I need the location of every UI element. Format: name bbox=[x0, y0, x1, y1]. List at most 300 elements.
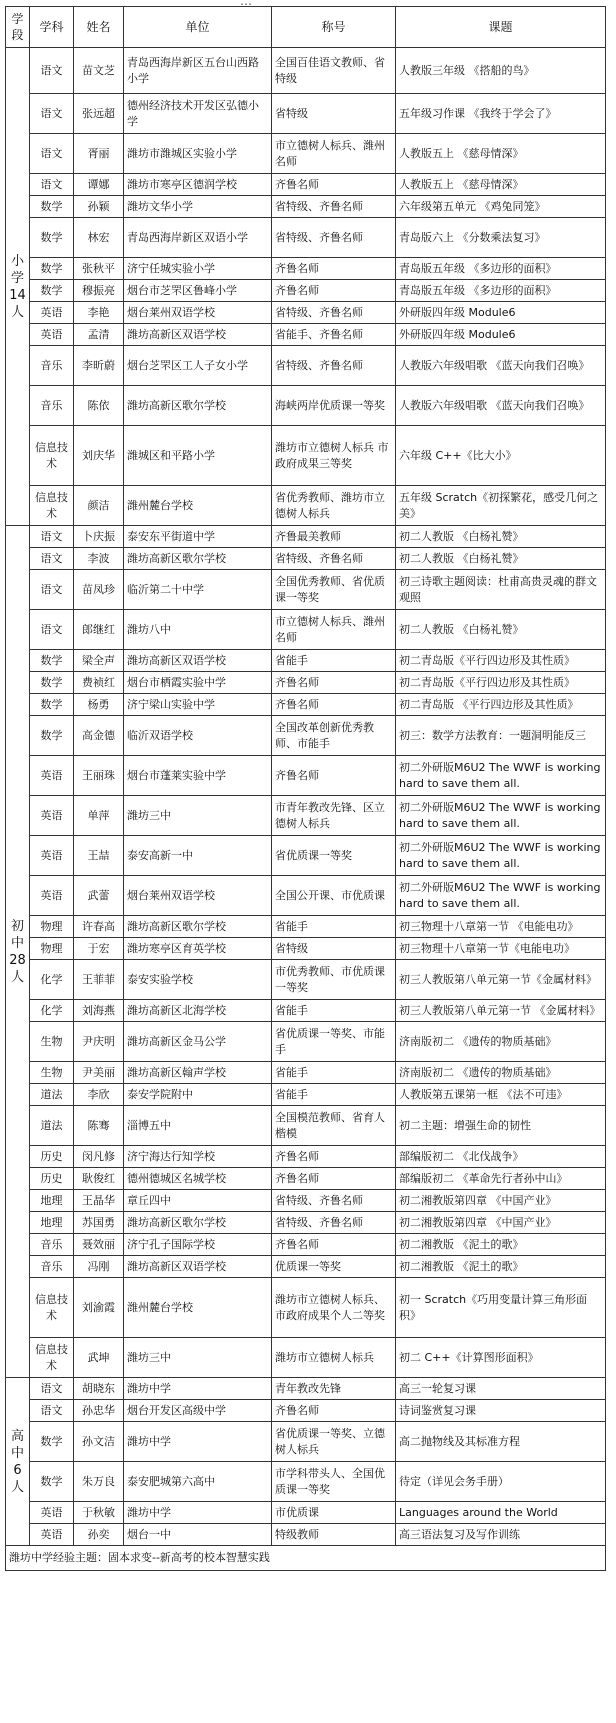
header-topic: 课题 bbox=[396, 7, 606, 48]
topic-cell: 初三物理十八章第一节 《电能电功》 bbox=[396, 916, 606, 938]
unit-cell: 烟台莱州双语学校 bbox=[124, 876, 272, 916]
topic-cell: 初二外研版M6U2 The WWF is working hard to save them all. bbox=[396, 796, 606, 836]
unit-cell: 泰安学院附中 bbox=[124, 1084, 272, 1106]
honor-cell: 青年教改先锋 bbox=[272, 1378, 396, 1400]
table-row bbox=[6, 1256, 606, 1278]
honor-cell: 省能手 bbox=[272, 1084, 396, 1106]
topic-cell: 人教版三年级 《搭船的鸟》 bbox=[396, 48, 606, 94]
table-row bbox=[6, 650, 606, 672]
topic-cell: 初二湘教版 《泥土的歌》 bbox=[396, 1256, 606, 1278]
table-row bbox=[6, 1146, 606, 1168]
name-cell: 王晶华 bbox=[74, 1190, 124, 1212]
unit-cell: 济宁梁山实验中学 bbox=[124, 694, 272, 716]
name-cell: 高金德 bbox=[74, 716, 124, 756]
unit-cell: 潍坊市潍城区实验小学 bbox=[124, 134, 272, 174]
unit-cell: 潍坊高新区双语学校 bbox=[124, 1256, 272, 1278]
honor-cell: 省特级 bbox=[272, 938, 396, 960]
name-cell: 尹美丽 bbox=[74, 1062, 124, 1084]
table-row bbox=[6, 1462, 606, 1502]
topic-cell: 五年级 Scratch《初探繁花，感受几何之美》 bbox=[396, 486, 606, 526]
lecture-schedule-table bbox=[5, 6, 606, 1571]
name-cell: 苗凤珍 bbox=[74, 570, 124, 610]
table-header-row bbox=[6, 7, 606, 48]
unit-cell: 潍州麓台学校 bbox=[124, 1278, 272, 1338]
table-body bbox=[6, 48, 606, 1546]
honor-cell: 潍坊市立德树人标兵、市政府成果个人二等奖 bbox=[272, 1278, 396, 1338]
subject-cell: 地理 bbox=[30, 1212, 74, 1234]
subject-cell: 语文 bbox=[30, 1400, 74, 1422]
topic-cell: 人教版五上 《慈母情深》 bbox=[396, 174, 606, 196]
unit-cell: 潍城区和平路小学 bbox=[124, 426, 272, 486]
name-cell: 王喆 bbox=[74, 836, 124, 876]
honor-cell: 省能手 bbox=[272, 1000, 396, 1022]
subject-cell: 音乐 bbox=[30, 1234, 74, 1256]
table-row bbox=[6, 386, 606, 426]
unit-cell: 泰安实验学校 bbox=[124, 960, 272, 1000]
honor-cell: 省特级、齐鲁名师 bbox=[272, 548, 396, 570]
unit-cell: 潍坊高新区歌尔学校 bbox=[124, 548, 272, 570]
topic-cell: 人教版第五课第一框 《法不可违》 bbox=[396, 1084, 606, 1106]
subject-cell: 数学 bbox=[30, 1462, 74, 1502]
honor-cell: 市优秀教师、市优质课一等奖 bbox=[272, 960, 396, 1000]
topic-cell: 初二湘教版第四章 《中国产业》 bbox=[396, 1190, 606, 1212]
name-cell: 朱万良 bbox=[74, 1462, 124, 1502]
honor-cell: 省能手 bbox=[272, 1062, 396, 1084]
table-row bbox=[6, 486, 606, 526]
unit-cell: 潍坊中学 bbox=[124, 1502, 272, 1524]
honor-cell: 省特级、齐鲁名师 bbox=[272, 218, 396, 258]
unit-cell: 潍坊高新区金马公学 bbox=[124, 1022, 272, 1062]
subject-cell: 数学 bbox=[30, 1422, 74, 1462]
honor-cell: 省能手、齐鲁名师 bbox=[272, 324, 396, 346]
topic-cell: 五年级习作课 《我终于学会了》 bbox=[396, 94, 606, 134]
honor-cell: 省特级、齐鲁名师 bbox=[272, 1212, 396, 1234]
unit-cell: 青岛西海岸新区双语小学 bbox=[124, 218, 272, 258]
honor-cell: 市学科带头人、全国优质课一等奖 bbox=[272, 1462, 396, 1502]
honor-cell: 省特级、齐鲁名师 bbox=[272, 302, 396, 324]
subject-cell: 语文 bbox=[30, 1378, 74, 1400]
honor-cell: 特级教师 bbox=[272, 1524, 396, 1546]
topic-cell: 六年级第五单元 《鸡兔同笼》 bbox=[396, 196, 606, 218]
topic-cell: 济南版初二 《遗传的物质基础》 bbox=[396, 1062, 606, 1084]
honor-cell: 海峡两岸优质课一等奖 bbox=[272, 386, 396, 426]
table-row bbox=[6, 1234, 606, 1256]
subject-cell: 物理 bbox=[30, 916, 74, 938]
table-row bbox=[6, 218, 606, 258]
topic-cell: 人教版五上 《慈母情深》 bbox=[396, 134, 606, 174]
table-row bbox=[6, 836, 606, 876]
name-cell: 孙颖 bbox=[74, 196, 124, 218]
name-cell: 陈骞 bbox=[74, 1106, 124, 1146]
subject-cell: 英语 bbox=[30, 876, 74, 916]
name-cell: 单萍 bbox=[74, 796, 124, 836]
honor-cell: 齐鲁名师 bbox=[272, 258, 396, 280]
topic-cell: 人教版六年级唱歌 《蓝天向我们召唤》 bbox=[396, 386, 606, 426]
subject-cell: 信息技术 bbox=[30, 1338, 74, 1378]
honor-cell: 省能手 bbox=[272, 916, 396, 938]
name-cell: 王菲菲 bbox=[74, 960, 124, 1000]
table-row bbox=[6, 1190, 606, 1212]
name-cell: 卜庆振 bbox=[74, 526, 124, 548]
unit-cell: 青岛西海岸新区五台山西路小学 bbox=[124, 48, 272, 94]
subject-cell: 音乐 bbox=[30, 346, 74, 386]
topic-cell: 初三人教版第八单元第一节《金属材料》 bbox=[396, 960, 606, 1000]
table-row bbox=[6, 756, 606, 796]
subject-cell: 数学 bbox=[30, 694, 74, 716]
honor-cell: 全国改革创新优秀教师、市能手 bbox=[272, 716, 396, 756]
subject-cell: 历史 bbox=[30, 1146, 74, 1168]
unit-cell: 德州经济技术开发区弘德小学 bbox=[124, 94, 272, 134]
name-cell: 谭娜 bbox=[74, 174, 124, 196]
unit-cell: 潍州麓台学校 bbox=[124, 486, 272, 526]
name-cell: 胥丽 bbox=[74, 134, 124, 174]
footer-row bbox=[6, 1546, 606, 1571]
table-row bbox=[6, 1212, 606, 1234]
unit-cell: 泰安东平街道中学 bbox=[124, 526, 272, 548]
subject-cell: 物理 bbox=[30, 938, 74, 960]
table-row bbox=[6, 672, 606, 694]
honor-cell: 全国百佳语文教师、省特级 bbox=[272, 48, 396, 94]
unit-cell: 潍坊市寒亭区德润学校 bbox=[124, 174, 272, 196]
subject-cell: 化学 bbox=[30, 1000, 74, 1022]
topic-cell: 初二外研版M6U2 The WWF is working hard to save them all. bbox=[396, 756, 606, 796]
name-cell: 林宏 bbox=[74, 218, 124, 258]
honor-cell: 齐鲁名师 bbox=[272, 694, 396, 716]
honor-cell: 潍坊市立德树人标兵 市政府成果三等奖 bbox=[272, 426, 396, 486]
name-cell: 孟清 bbox=[74, 324, 124, 346]
table-row bbox=[6, 196, 606, 218]
table-row bbox=[6, 1000, 606, 1022]
honor-cell: 市优质课 bbox=[272, 1502, 396, 1524]
topic-cell: 初三人教版第八单元第一节 《金属材料》 bbox=[396, 1000, 606, 1022]
header-name: 姓名 bbox=[74, 7, 124, 48]
name-cell: 穆振亮 bbox=[74, 280, 124, 302]
topic-cell: 初二青岛版《平行四边形及其性质》 bbox=[396, 650, 606, 672]
name-cell: 于宏 bbox=[74, 938, 124, 960]
honor-cell: 齐鲁名师 bbox=[272, 1168, 396, 1190]
unit-cell: 潍坊三中 bbox=[124, 796, 272, 836]
topic-cell: 初二青岛版 《平行四边形及其性质》 bbox=[396, 694, 606, 716]
footer-note: 潍坊中学经验主题：固本求变--新高考的校本智慧实践 bbox=[6, 1546, 606, 1571]
unit-cell: 济宁孔子国际学校 bbox=[124, 1234, 272, 1256]
table-row bbox=[6, 346, 606, 386]
name-cell: 武蕾 bbox=[74, 876, 124, 916]
table-row bbox=[6, 174, 606, 196]
honor-cell: 省特级 bbox=[272, 94, 396, 134]
subject-cell: 英语 bbox=[30, 756, 74, 796]
subject-cell: 数学 bbox=[30, 258, 74, 280]
honor-cell: 省优质课一等奖、立德树人标兵 bbox=[272, 1422, 396, 1462]
header-unit: 单位 bbox=[124, 7, 272, 48]
subject-cell: 英语 bbox=[30, 1502, 74, 1524]
table-row bbox=[6, 1106, 606, 1146]
table-row bbox=[6, 1168, 606, 1190]
subject-cell: 数学 bbox=[30, 716, 74, 756]
table-row bbox=[6, 876, 606, 916]
unit-cell: 淄博五中 bbox=[124, 1106, 272, 1146]
topic-cell: 初二人教版 《白杨礼赞》 bbox=[396, 548, 606, 570]
subject-cell: 英语 bbox=[30, 796, 74, 836]
topic-cell: 初二外研版M6U2 The WWF is working hard to save them all. bbox=[396, 836, 606, 876]
header-subject: 学科 bbox=[30, 7, 74, 48]
topic-cell: 初二湘教版 《泥土的歌》 bbox=[396, 1234, 606, 1256]
stage-cell: 高中6人 bbox=[6, 1378, 30, 1546]
name-cell: 闵凡修 bbox=[74, 1146, 124, 1168]
honor-cell: 省特级、齐鲁名师 bbox=[272, 1190, 396, 1212]
name-cell: 许春高 bbox=[74, 916, 124, 938]
unit-cell: 潍坊中学 bbox=[124, 1378, 272, 1400]
table-row bbox=[6, 916, 606, 938]
topic-cell: 初二外研版M6U2 The WWF is working hard to save them all. bbox=[396, 876, 606, 916]
unit-cell: 潍坊高新区双语学校 bbox=[124, 650, 272, 672]
topic-cell: 高三一轮复习课 bbox=[396, 1378, 606, 1400]
unit-cell: 潍坊寒亭区育英学校 bbox=[124, 938, 272, 960]
name-cell: 李欣 bbox=[74, 1084, 124, 1106]
subject-cell: 数学 bbox=[30, 672, 74, 694]
name-cell: 郎继红 bbox=[74, 610, 124, 650]
unit-cell: 烟台市芝罘区鲁峰小学 bbox=[124, 280, 272, 302]
title-fragment: … bbox=[240, 0, 252, 8]
topic-cell: 待定（详见会务手册） bbox=[396, 1462, 606, 1502]
topic-cell: 人教版六年级唱歌 《蓝天向我们召唤》 bbox=[396, 346, 606, 386]
table-row bbox=[6, 694, 606, 716]
topic-cell: 初二主题：增强生命的韧性 bbox=[396, 1106, 606, 1146]
honor-cell: 齐鲁名师 bbox=[272, 756, 396, 796]
topic-cell: 初一 Scratch《巧用变量计算三角形面积》 bbox=[396, 1278, 606, 1338]
name-cell: 张秋平 bbox=[74, 258, 124, 280]
name-cell: 孙奕 bbox=[74, 1524, 124, 1546]
unit-cell: 潍坊三中 bbox=[124, 1338, 272, 1378]
name-cell: 于秋敏 bbox=[74, 1502, 124, 1524]
unit-cell: 潍坊八中 bbox=[124, 610, 272, 650]
subject-cell: 数学 bbox=[30, 196, 74, 218]
unit-cell: 烟台莱州双语学校 bbox=[124, 302, 272, 324]
subject-cell: 信息技术 bbox=[30, 426, 74, 486]
table-row bbox=[6, 526, 606, 548]
honor-cell: 省优质课一等奖 bbox=[272, 836, 396, 876]
table-row bbox=[6, 258, 606, 280]
unit-cell: 潍坊高新区歌尔学校 bbox=[124, 386, 272, 426]
unit-cell: 烟台开发区高级中学 bbox=[124, 1400, 272, 1422]
subject-cell: 语文 bbox=[30, 48, 74, 94]
subject-cell: 语文 bbox=[30, 94, 74, 134]
name-cell: 杨勇 bbox=[74, 694, 124, 716]
unit-cell: 烟台一中 bbox=[124, 1524, 272, 1546]
name-cell: 胡晓东 bbox=[74, 1378, 124, 1400]
subject-cell: 英语 bbox=[30, 302, 74, 324]
table-row bbox=[6, 1084, 606, 1106]
table-row bbox=[6, 1022, 606, 1062]
name-cell: 尹庆明 bbox=[74, 1022, 124, 1062]
subject-cell: 道法 bbox=[30, 1106, 74, 1146]
unit-cell: 烟台市蓬莱实验中学 bbox=[124, 756, 272, 796]
name-cell: 李艳 bbox=[74, 302, 124, 324]
subject-cell: 语文 bbox=[30, 134, 74, 174]
table-row bbox=[6, 134, 606, 174]
table-row bbox=[6, 302, 606, 324]
unit-cell: 潍坊高新区双语学校 bbox=[124, 324, 272, 346]
honor-cell: 潍坊市立德树人标兵 bbox=[272, 1338, 396, 1378]
unit-cell: 烟台芝罘区工人子女小学 bbox=[124, 346, 272, 386]
topic-cell: 初二 C++《计算图形面积》 bbox=[396, 1338, 606, 1378]
name-cell: 陈依 bbox=[74, 386, 124, 426]
table-row bbox=[6, 610, 606, 650]
subject-cell: 语文 bbox=[30, 570, 74, 610]
unit-cell: 潍坊文华小学 bbox=[124, 196, 272, 218]
topic-cell: 初三诗歌主题阅读：杜甫高贵灵魂的群文观照 bbox=[396, 570, 606, 610]
topic-cell: 外研版四年级 Module6 bbox=[396, 324, 606, 346]
topic-cell: 青岛版六上 《分数乘法复习》 bbox=[396, 218, 606, 258]
topic-cell: 初二青岛版《平行四边形及其性质》 bbox=[396, 672, 606, 694]
topic-cell: 初三物理十八章第一节《电能电功》 bbox=[396, 938, 606, 960]
subject-cell: 地理 bbox=[30, 1190, 74, 1212]
topic-cell: 初三：数学方法教育：一题洞明能反三 bbox=[396, 716, 606, 756]
subject-cell: 历史 bbox=[30, 1168, 74, 1190]
table-row bbox=[6, 94, 606, 134]
unit-cell: 泰安高新一中 bbox=[124, 836, 272, 876]
unit-cell: 潍坊高新区翰声学校 bbox=[124, 1062, 272, 1084]
subject-cell: 数学 bbox=[30, 650, 74, 672]
subject-cell: 英语 bbox=[30, 836, 74, 876]
table-row bbox=[6, 1524, 606, 1546]
topic-cell: 济南版初二 《遗传的物质基础》 bbox=[396, 1022, 606, 1062]
honor-cell: 优质课一等奖 bbox=[272, 1256, 396, 1278]
honor-cell: 齐鲁名师 bbox=[272, 1234, 396, 1256]
table-row bbox=[6, 1278, 606, 1338]
table-row bbox=[6, 280, 606, 302]
unit-cell: 泰安肥城第六高中 bbox=[124, 1462, 272, 1502]
unit-cell: 临沂第二十中学 bbox=[124, 570, 272, 610]
topic-cell: 初二湘教版第四章 《中国产业》 bbox=[396, 1212, 606, 1234]
table-row bbox=[6, 1338, 606, 1378]
subject-cell: 生物 bbox=[30, 1022, 74, 1062]
name-cell: 张远超 bbox=[74, 94, 124, 134]
table-row bbox=[6, 716, 606, 756]
subject-cell: 数学 bbox=[30, 218, 74, 258]
unit-cell: 济宁海达行知学校 bbox=[124, 1146, 272, 1168]
table-row bbox=[6, 48, 606, 94]
honor-cell: 市立德树人标兵、潍州名师 bbox=[272, 610, 396, 650]
table-row bbox=[6, 1378, 606, 1400]
subject-cell: 化学 bbox=[30, 960, 74, 1000]
table-row bbox=[6, 1502, 606, 1524]
name-cell: 梁全声 bbox=[74, 650, 124, 672]
subject-cell: 音乐 bbox=[30, 386, 74, 426]
topic-cell: 青岛版五年级 《多边形的面积》 bbox=[396, 280, 606, 302]
topic-cell: 诗词鉴赏复习课 bbox=[396, 1400, 606, 1422]
name-cell: 冯刚 bbox=[74, 1256, 124, 1278]
unit-cell: 章丘四中 bbox=[124, 1190, 272, 1212]
unit-cell: 烟台市栖霞实验中学 bbox=[124, 672, 272, 694]
honor-cell: 省优质课一等奖、市能手 bbox=[272, 1022, 396, 1062]
table-row bbox=[6, 570, 606, 610]
honor-cell: 省优秀教师、潍坊市立德树人标兵 bbox=[272, 486, 396, 526]
name-cell: 刘渝霞 bbox=[74, 1278, 124, 1338]
honor-cell: 市青年教改先锋、区立德树人标兵 bbox=[272, 796, 396, 836]
topic-cell: 部编版初二 《革命先行者孙中山》 bbox=[396, 1168, 606, 1190]
header-stage: 学段 bbox=[6, 7, 30, 48]
name-cell: 王丽珠 bbox=[74, 756, 124, 796]
name-cell: 李昕蔚 bbox=[74, 346, 124, 386]
name-cell: 李波 bbox=[74, 548, 124, 570]
name-cell: 苗文芝 bbox=[74, 48, 124, 94]
name-cell: 刘庆华 bbox=[74, 426, 124, 486]
name-cell: 费祯红 bbox=[74, 672, 124, 694]
honor-cell: 全国优秀教师、省优质课一等奖 bbox=[272, 570, 396, 610]
subject-cell: 信息技术 bbox=[30, 486, 74, 526]
table-row bbox=[6, 324, 606, 346]
unit-cell: 济宁任城实验小学 bbox=[124, 258, 272, 280]
subject-cell: 英语 bbox=[30, 1524, 74, 1546]
table-row bbox=[6, 938, 606, 960]
honor-cell: 齐鲁名师 bbox=[272, 672, 396, 694]
table-row bbox=[6, 1400, 606, 1422]
subject-cell: 生物 bbox=[30, 1062, 74, 1084]
honor-cell: 市立德树人标兵、潍州名师 bbox=[272, 134, 396, 174]
subject-cell: 语文 bbox=[30, 174, 74, 196]
name-cell: 孙文洁 bbox=[74, 1422, 124, 1462]
honor-cell: 齐鲁名师 bbox=[272, 280, 396, 302]
topic-cell: 初二人教版 《白杨礼赞》 bbox=[396, 610, 606, 650]
topic-cell: 高三语法复习及写作训练 bbox=[396, 1524, 606, 1546]
table-row bbox=[6, 1062, 606, 1084]
honor-cell: 全国模范教师、省育人楷模 bbox=[272, 1106, 396, 1146]
unit-cell: 临沂双语学校 bbox=[124, 716, 272, 756]
table-row bbox=[6, 960, 606, 1000]
name-cell: 耿俊红 bbox=[74, 1168, 124, 1190]
table-row bbox=[6, 1422, 606, 1462]
name-cell: 刘海燕 bbox=[74, 1000, 124, 1022]
topic-cell: 青岛版五年级 《多边形的面积》 bbox=[396, 258, 606, 280]
unit-cell: 潍坊高新区歌尔学校 bbox=[124, 1212, 272, 1234]
header-honor: 称号 bbox=[272, 7, 396, 48]
name-cell: 武坤 bbox=[74, 1338, 124, 1378]
honor-cell: 省特级、齐鲁名师 bbox=[272, 346, 396, 386]
honor-cell: 齐鲁名师 bbox=[272, 1400, 396, 1422]
honor-cell: 齐鲁最美教师 bbox=[272, 526, 396, 548]
honor-cell: 省特级、齐鲁名师 bbox=[272, 196, 396, 218]
name-cell: 聂效丽 bbox=[74, 1234, 124, 1256]
subject-cell: 英语 bbox=[30, 324, 74, 346]
subject-cell: 语文 bbox=[30, 548, 74, 570]
subject-cell: 道法 bbox=[30, 1084, 74, 1106]
topic-cell: 六年级 C++《比大小》 bbox=[396, 426, 606, 486]
honor-cell: 全国公开课、市优质课 bbox=[272, 876, 396, 916]
topic-cell: Languages around the World bbox=[396, 1502, 606, 1524]
subject-cell: 信息技术 bbox=[30, 1278, 74, 1338]
unit-cell: 潍坊高新区北海学校 bbox=[124, 1000, 272, 1022]
stage-cell: 初中28人 bbox=[6, 526, 30, 1378]
honor-cell: 齐鲁名师 bbox=[272, 174, 396, 196]
subject-cell: 数学 bbox=[30, 280, 74, 302]
subject-cell: 音乐 bbox=[30, 1256, 74, 1278]
table-row bbox=[6, 548, 606, 570]
honor-cell: 齐鲁名师 bbox=[272, 1146, 396, 1168]
topic-cell: 高二抛物线及其标准方程 bbox=[396, 1422, 606, 1462]
unit-cell: 德州德城区名城学校 bbox=[124, 1168, 272, 1190]
name-cell: 苏国勇 bbox=[74, 1212, 124, 1234]
unit-cell: 潍坊中学 bbox=[124, 1422, 272, 1462]
unit-cell: 潍坊高新区歌尔学校 bbox=[124, 916, 272, 938]
name-cell: 孙忠华 bbox=[74, 1400, 124, 1422]
name-cell: 颜洁 bbox=[74, 486, 124, 526]
stage-cell: 小学14人 bbox=[6, 48, 30, 526]
topic-cell: 初二人教版 《白杨礼赞》 bbox=[396, 526, 606, 548]
topic-cell: 部编版初二 《北伐战争》 bbox=[396, 1146, 606, 1168]
subject-cell: 语文 bbox=[30, 610, 74, 650]
table-row bbox=[6, 426, 606, 486]
table-row bbox=[6, 796, 606, 836]
